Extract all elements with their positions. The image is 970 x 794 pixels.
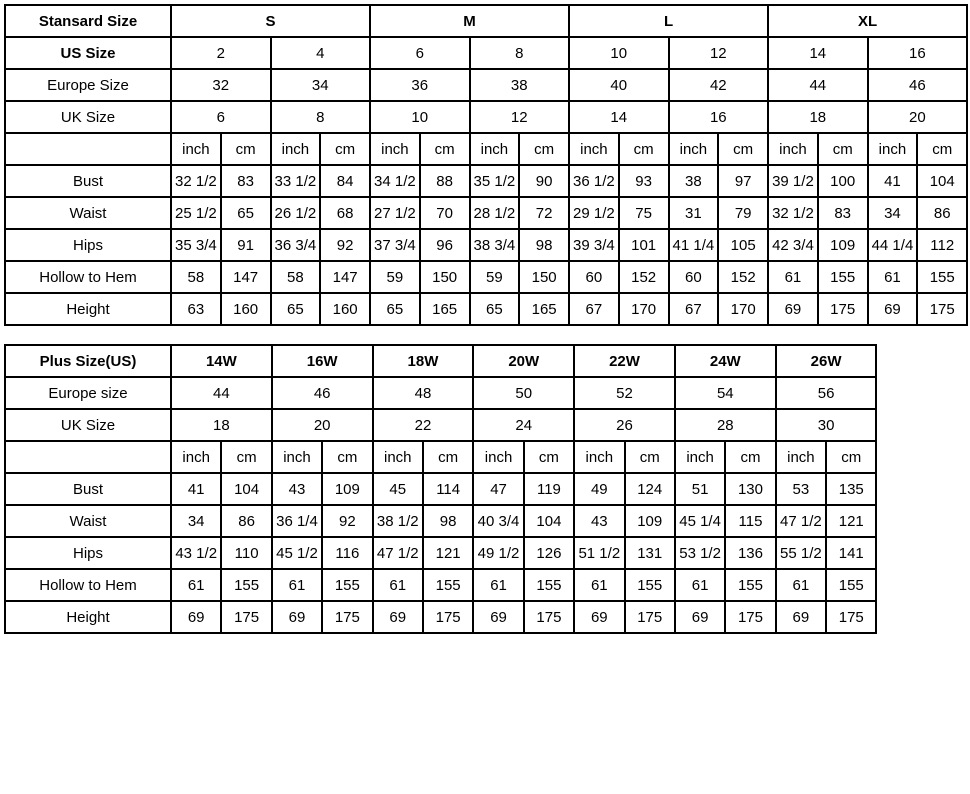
row-label-hips: Hips [5,229,171,261]
row-label-us-size: US Size [5,37,171,69]
cell: 47 [473,473,523,505]
cell: 100 [818,165,868,197]
cell: 36 [370,69,470,101]
cell: 97 [718,165,768,197]
cell: 83 [221,165,271,197]
plus-filler-cell [876,601,966,633]
standard-group-m: M [370,5,569,37]
plus-filler-cell [876,505,966,537]
cell: 112 [917,229,967,261]
cell: 175 [826,601,876,633]
unit-cell: inch [768,133,818,165]
table-row [5,197,967,229]
cell: 165 [420,293,470,325]
standard-size-table [4,4,968,326]
cell: 88 [420,165,470,197]
cell: 65 [470,293,520,325]
unit-cell: inch [868,133,918,165]
plus-filler-cell [876,409,966,441]
cell: 109 [625,505,675,537]
cell: 42 3/4 [768,229,818,261]
cell: 61 [776,569,826,601]
table-row [5,165,967,197]
cell: 52 [574,377,675,409]
cell: 40 3/4 [473,505,523,537]
cell: 92 [322,505,372,537]
cell: 51 1/2 [574,537,624,569]
cell: 35 1/2 [470,165,520,197]
standard-group-s: S [171,5,370,37]
cell: 104 [917,165,967,197]
standard-group-xl: XL [768,5,967,37]
cell: 34 [868,197,918,229]
plus-title: Plus Size(US) [5,345,171,377]
cell: 8 [271,101,371,133]
cell: 30 [776,409,877,441]
cell: 155 [725,569,775,601]
unit-cell: inch [271,133,321,165]
cell: 49 [574,473,624,505]
cell: 39 3/4 [569,229,619,261]
unit-cell: inch [171,133,221,165]
row-label-europe-size: Europe size [5,377,171,409]
cell: 38 1/2 [373,505,423,537]
plus-group-18w: 18W [373,345,474,377]
cell: 61 [272,569,322,601]
cell: 175 [322,601,372,633]
cell: 69 [473,601,523,633]
cell: 121 [826,505,876,537]
cell: 69 [776,601,826,633]
cell: 83 [818,197,868,229]
cell: 114 [423,473,473,505]
cell: 98 [423,505,473,537]
cell: 6 [171,101,271,133]
cell: 61 [373,569,423,601]
cell: 47 1/2 [373,537,423,569]
table-row [5,261,967,293]
cell: 4 [271,37,371,69]
cell: 25 1/2 [171,197,221,229]
cell: 150 [420,261,470,293]
cell: 2 [171,37,271,69]
cell: 61 [171,569,221,601]
row-label-waist: Waist [5,505,171,537]
standard-title: Stansard Size [5,5,171,37]
cell: 35 3/4 [171,229,221,261]
plus-group-20w: 20W [473,345,574,377]
table-row [5,37,967,69]
cell: 41 [868,165,918,197]
cell: 34 [171,505,221,537]
cell: 155 [917,261,967,293]
cell: 10 [569,37,669,69]
cell: 59 [370,261,420,293]
unit-cell: cm [718,133,768,165]
cell: 126 [524,537,574,569]
cell: 41 [171,473,221,505]
cell: 155 [221,569,271,601]
row-label-hollow-to-hem: Hollow to Hem [5,261,171,293]
cell: 86 [917,197,967,229]
cell: 41 1/4 [669,229,719,261]
cell: 93 [619,165,669,197]
cell: 48 [373,377,474,409]
cell: 96 [420,229,470,261]
cell: 61 [574,569,624,601]
cell: 14 [569,101,669,133]
cell: 69 [171,601,221,633]
cell: 34 [271,69,371,101]
cell: 69 [373,601,423,633]
cell: 39 1/2 [768,165,818,197]
row-label-uk-size: UK Size [5,409,171,441]
cell: 61 [768,261,818,293]
cell: 170 [718,293,768,325]
cell: 130 [725,473,775,505]
cell: 59 [470,261,520,293]
cell: 43 [574,505,624,537]
table-row [5,601,966,633]
cell: 116 [322,537,372,569]
cell: 98 [519,229,569,261]
cell: 69 [868,293,918,325]
unit-cell: cm [725,441,775,473]
cell: 38 3/4 [470,229,520,261]
plus-filler-cell [876,441,966,473]
unit-cell: cm [524,441,574,473]
unit-cell: cm [221,441,271,473]
cell: 43 1/2 [171,537,221,569]
unit-row-label [5,441,171,473]
plus-size-table [4,344,967,634]
cell: 141 [826,537,876,569]
unit-row-label [5,133,171,165]
cell: 33 1/2 [271,165,321,197]
cell: 147 [320,261,370,293]
cell: 109 [818,229,868,261]
table-row [5,101,967,133]
row-label-bust: Bust [5,473,171,505]
row-label-europe-size: Europe Size [5,69,171,101]
plus-group-14w: 14W [171,345,272,377]
cell: 175 [725,601,775,633]
row-label-hips: Hips [5,537,171,569]
cell: 175 [917,293,967,325]
unit-cell: cm [519,133,569,165]
row-label-uk-size: UK Size [5,101,171,133]
cell: 12 [470,101,570,133]
row-label-bust: Bust [5,165,171,197]
unit-cell: inch [373,441,423,473]
cell: 50 [473,377,574,409]
cell: 84 [320,165,370,197]
table-row [5,229,967,261]
cell: 53 [776,473,826,505]
unit-cell: inch [473,441,523,473]
cell: 175 [221,601,271,633]
cell: 8 [470,37,570,69]
cell: 160 [320,293,370,325]
cell: 175 [524,601,574,633]
cell: 32 [171,69,271,101]
cell: 42 [669,69,769,101]
table-row [5,377,966,409]
unit-cell: cm [818,133,868,165]
unit-cell: inch [272,441,322,473]
cell: 20 [868,101,968,133]
unit-cell: inch [370,133,420,165]
unit-cell: inch [669,133,719,165]
cell: 44 [768,69,868,101]
cell: 46 [272,377,373,409]
cell: 67 [569,293,619,325]
row-label-waist: Waist [5,197,171,229]
cell: 67 [669,293,719,325]
cell: 44 [171,377,272,409]
cell: 12 [669,37,769,69]
cell: 26 1/2 [271,197,321,229]
cell: 69 [574,601,624,633]
standard-header-row [5,5,967,37]
cell: 31 [669,197,719,229]
cell: 165 [519,293,569,325]
cell: 147 [221,261,271,293]
cell: 170 [619,293,669,325]
cell: 54 [675,377,776,409]
cell: 45 [373,473,423,505]
cell: 86 [221,505,271,537]
unit-cell: cm [420,133,470,165]
plus-header-row [5,345,966,377]
cell: 14 [768,37,868,69]
cell: 26 [574,409,675,441]
plus-group-24w: 24W [675,345,776,377]
cell: 160 [221,293,271,325]
cell: 135 [826,473,876,505]
cell: 20 [272,409,373,441]
cell: 104 [221,473,271,505]
table-row [5,537,966,569]
cell: 53 1/2 [675,537,725,569]
table-row [5,505,966,537]
cell: 55 1/2 [776,537,826,569]
table-row [5,69,967,101]
unit-cell: inch [675,441,725,473]
cell: 131 [625,537,675,569]
cell: 65 [370,293,420,325]
table-row [5,293,967,325]
plus-filler-cell [876,345,966,377]
cell: 136 [725,537,775,569]
plus-filler-cell [876,569,966,601]
unit-cell: cm [826,441,876,473]
cell: 175 [625,601,675,633]
table-row [5,473,966,505]
cell: 65 [221,197,271,229]
cell: 152 [619,261,669,293]
cell: 51 [675,473,725,505]
cell: 60 [669,261,719,293]
cell: 68 [320,197,370,229]
cell: 72 [519,197,569,229]
row-label-height: Height [5,601,171,633]
cell: 152 [718,261,768,293]
row-label-height: Height [5,293,171,325]
plus-filler-cell [876,377,966,409]
cell: 91 [221,229,271,261]
cell: 32 1/2 [171,165,221,197]
unit-cell: inch [776,441,826,473]
cell: 6 [370,37,470,69]
cell: 119 [524,473,574,505]
cell: 49 1/2 [473,537,523,569]
cell: 61 [868,261,918,293]
cell: 175 [818,293,868,325]
cell: 38 [669,165,719,197]
table-row [5,569,966,601]
cell: 28 1/2 [470,197,520,229]
plus-filler-cell [876,473,966,505]
cell: 38 [470,69,570,101]
cell: 56 [776,377,877,409]
unit-cell: cm [221,133,271,165]
plus-unit-row [5,441,966,473]
unit-cell: inch [569,133,619,165]
cell: 27 1/2 [370,197,420,229]
cell: 69 [675,601,725,633]
cell: 90 [519,165,569,197]
cell: 155 [524,569,574,601]
cell: 61 [675,569,725,601]
table-row [5,409,966,441]
cell: 105 [718,229,768,261]
cell: 58 [171,261,221,293]
plus-filler-cell [876,537,966,569]
cell: 124 [625,473,675,505]
unit-cell: cm [423,441,473,473]
cell: 69 [768,293,818,325]
standard-group-l: L [569,5,768,37]
cell: 36 1/2 [569,165,619,197]
cell: 115 [725,505,775,537]
cell: 36 3/4 [271,229,321,261]
cell: 37 3/4 [370,229,420,261]
cell: 34 1/2 [370,165,420,197]
unit-cell: cm [320,133,370,165]
unit-cell: cm [917,133,967,165]
cell: 22 [373,409,474,441]
cell: 70 [420,197,470,229]
cell: 65 [271,293,321,325]
unit-cell: inch [171,441,221,473]
cell: 101 [619,229,669,261]
cell: 121 [423,537,473,569]
cell: 24 [473,409,574,441]
cell: 16 [669,101,769,133]
cell: 155 [322,569,372,601]
cell: 29 1/2 [569,197,619,229]
cell: 44 1/4 [868,229,918,261]
plus-group-16w: 16W [272,345,373,377]
cell: 155 [625,569,675,601]
standard-unit-row [5,133,967,165]
cell: 63 [171,293,221,325]
cell: 40 [569,69,669,101]
cell: 79 [718,197,768,229]
unit-cell: cm [322,441,372,473]
cell: 150 [519,261,569,293]
cell: 47 1/2 [776,505,826,537]
unit-cell: cm [619,133,669,165]
unit-cell: inch [574,441,624,473]
cell: 110 [221,537,271,569]
cell: 104 [524,505,574,537]
cell: 69 [272,601,322,633]
cell: 32 1/2 [768,197,818,229]
cell: 61 [473,569,523,601]
cell: 18 [171,409,272,441]
cell: 36 1/4 [272,505,322,537]
cell: 60 [569,261,619,293]
plus-group-22w: 22W [574,345,675,377]
cell: 155 [423,569,473,601]
cell: 155 [818,261,868,293]
cell: 155 [826,569,876,601]
plus-group-26w: 26W [776,345,877,377]
cell: 92 [320,229,370,261]
cell: 10 [370,101,470,133]
cell: 28 [675,409,776,441]
row-label-hollow-to-hem: Hollow to Hem [5,569,171,601]
cell: 16 [868,37,968,69]
cell: 43 [272,473,322,505]
unit-cell: inch [470,133,520,165]
cell: 58 [271,261,321,293]
cell: 175 [423,601,473,633]
cell: 18 [768,101,868,133]
cell: 109 [322,473,372,505]
unit-cell: cm [625,441,675,473]
cell: 46 [868,69,968,101]
cell: 45 1/2 [272,537,322,569]
cell: 75 [619,197,669,229]
cell: 45 1/4 [675,505,725,537]
